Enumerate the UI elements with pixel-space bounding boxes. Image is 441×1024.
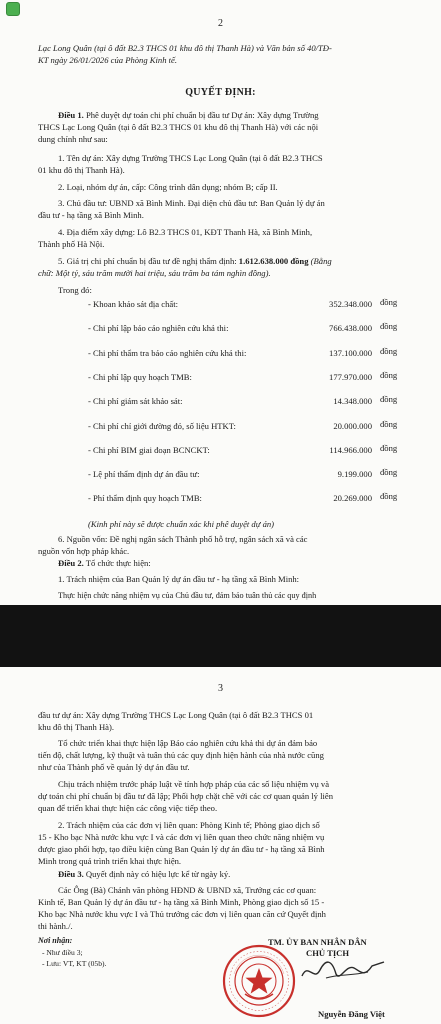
cost-item-value: 137.100.000	[329, 347, 372, 358]
breakdown-heading: Trong đó:	[58, 285, 92, 295]
para-line: Tổ chức triển khai thực hiện lập Báo cáo nghiên cứu khả thi dự án đảm bảo	[58, 738, 318, 748]
cost-item-unit: đồng	[380, 467, 398, 478]
cost-item-value: 177.970.000	[329, 371, 372, 382]
total-amount: 1.612.638.000 đồng	[238, 256, 309, 266]
para-line: 2. Trách nhiệm của các đơn vị liên quan: Phòng Kinh tế; Phòng giao dịch số	[58, 820, 320, 830]
cost-item-unit: đồng	[380, 297, 398, 307]
signer-organization: TM. ỦY BAN NHÂN DÂN	[268, 937, 367, 947]
para-line: Các Ông (Bà) Chánh văn phòng HĐND & UBND xã, Trưởng các cơ quan:	[58, 885, 317, 895]
cost-item-name: - Khoan khảo sát địa chất:	[88, 299, 178, 309]
article-1-text: Phê duyệt dự toán chi phí chuẩn bị đầu tư Dự án: Xây dựng Trường	[85, 110, 319, 120]
article-2-line	[58, 557, 151, 569]
item-1-line: 1. Tên dự án: Xây dựng Trường THCS Lạc Long Quân (tại ô đất B2.3 THCS	[58, 153, 323, 163]
item-3-line: đầu tư - hạ tầng xã Bình Minh.	[38, 210, 144, 220]
para-line: như của Thành phố về quản lý dự án đầu tư.	[38, 762, 190, 772]
para-line: 15 - Kho bạc Nhà nước khu vực I và các đơn vị liên quan theo chức năng nhiệm vụ	[38, 832, 325, 842]
article-3-text: Quyết định này có hiệu lực kể từ ngày ký.	[83, 869, 231, 879]
para-line: tiến độ, chất lượng, kỹ thuật và tuân thủ các quy định hiện hành của nhà nước cũng	[38, 750, 324, 760]
article-1-line	[58, 109, 319, 121]
continued-line: đầu tư dự án: Xây dựng Trường THCS Lạc Long Quân (tại ô đất B2.3 THCS 01	[38, 710, 314, 720]
cost-item-unit: đồng	[380, 345, 398, 356]
cost-item-value: 766.438.000	[329, 323, 372, 334]
article-1-label: Điều 1.	[58, 110, 84, 120]
cost-item-value: 20.269.000	[333, 493, 372, 504]
intro-line: Lạc Long Quân (tại ô đất B2.3 THCS 01 khu đô thị Thanh Hà) và Văn bản số 40/TĐ-	[38, 43, 332, 53]
article-1-line: THCS Lạc Long Quân (tại ô đất B2.3 THCS 01 khu đô thị Thanh Hà) với các nội	[38, 122, 319, 132]
article-1-line: dung chính như sau:	[38, 134, 108, 144]
item-2-line: 2. Loại, nhóm dự án, cấp: Công trình dân dụng; nhóm B; cấp II.	[58, 182, 278, 192]
page-divider	[0, 605, 441, 667]
cost-item-name: - Chi phí BIM giai đoạn BCNCKT:	[88, 444, 210, 455]
article-3-label: Điều 3.	[58, 869, 84, 879]
cost-item-unit: đồng	[380, 442, 398, 453]
item-1-line: 01 khu đô thị Thanh Hà).	[38, 165, 125, 175]
cost-item-unit: đồng	[380, 369, 398, 380]
item-6-line: 6. Nguồn vốn: Đề nghị ngân sách Thành phố hỗ trợ, ngân sách xã và các	[58, 534, 308, 544]
cost-item-unit: đồng	[380, 418, 398, 429]
cost-item-value: 9.199.000	[337, 469, 372, 480]
cost-item-value: 20.000.000	[333, 420, 372, 431]
cost-item-name: - Phí thẩm định quy hoạch TMB:	[88, 493, 202, 504]
article-2-para: Thực hiện chức năng nhiệm vụ của Chủ đầu tư, đảm bảo tuân thủ các quy định	[58, 591, 317, 600]
cost-item-unit: đồng	[380, 394, 398, 405]
page-number: 3	[218, 683, 223, 694]
recipient-item: - Như điều 3;	[42, 948, 83, 957]
cost-item-name: - Chi phí giám sát khảo sát:	[88, 396, 183, 407]
para-line: Kinh tế, Ban Quản lý dự án đầu tư - hạ tầng xã Bình Minh, Phòng giao dịch số 15 -	[38, 897, 325, 907]
cost-item-name: - Chi phí lập quy hoạch TMB:	[88, 371, 192, 382]
para-line: được giao phối hợp, tạo điều kiện cùng Ban Quản lý dự án đầu tư - hạ tầng xã Bình	[38, 844, 325, 854]
cost-item-name: - Lệ phí thẩm định dự án đầu tư:	[88, 469, 200, 480]
item-5-suffix: (Bằng	[308, 256, 332, 266]
article-3-line	[58, 868, 230, 880]
item-5-line: chữ: Một tỷ, sáu trăm mười hai triệu, sáu trăm ba tám nghìn đồng).	[38, 268, 271, 278]
handwritten-signature-icon	[298, 952, 388, 986]
cost-item-name: - Chi phí thẩm tra báo cáo nghiên cứu khả thi:	[88, 347, 247, 358]
para-line: Kho bạc Nhà nước khu vực I và Thủ trưởng các đơn vị liên quan căn cứ Quyết định	[38, 909, 326, 919]
cost-item-name: - Chi phí chỉ giới đường đỏ, số liệu HTKT:	[88, 420, 236, 431]
item-4-line: Thành phố Hà Nội.	[38, 239, 105, 249]
cost-item-value: 114.966.000	[329, 444, 372, 455]
para-line: dự toán chi phí chuẩn bị đầu tư đã lập; Phối hợp chặt chẽ với các cơ quan quản lý liên	[38, 791, 334, 801]
signer-name: Nguyễn Đăng Việt	[318, 1009, 385, 1019]
item-5-text: 5. Giá trị chi phí chuẩn bị đầu tư đề nghị thẩm định:	[58, 256, 239, 266]
app-icon[interactable]	[6, 2, 20, 16]
cost-note: (Kinh phí này sẽ được chuẩn xác khi phê duyệt dự án)	[88, 519, 275, 529]
continued-line: khu đô thị Thanh Hà).	[38, 722, 114, 732]
item-4-line: 4. Địa điểm xây dựng: Lô B2.3 THCS 01, KĐT Thanh Hà, xã Bình Minh,	[58, 227, 313, 237]
para-line: quan để triển khai thực hiện các công việc tiếp theo.	[38, 803, 218, 813]
para-line: Chịu trách nhiệm trước pháp luật về tính hợp pháp của các số liệu nhiệm vụ và	[58, 779, 330, 789]
cost-item-value: 352.348.000	[329, 299, 372, 309]
article-2-text: Tổ chức thực hiện:	[83, 558, 151, 568]
page-number: 2	[218, 18, 223, 29]
para-line: Minh trong quá trình triển khai thực hiện.	[38, 856, 182, 866]
item-6-line: nguồn vốn hợp pháp khác.	[38, 546, 130, 556]
signer-role: CHỦ TỊCH	[306, 948, 350, 958]
recipient-item: - Lưu: VT, KT (05b).	[42, 959, 107, 968]
cost-item-unit: đồng	[380, 491, 398, 502]
intro-line: KT ngày 26/01/2026 của Phòng Kinh tế.	[38, 55, 178, 65]
article-2-label: Điều 2.	[58, 558, 84, 568]
item-3-line: 3. Chủ đầu tư: UBND xã Bình Minh. Đại diện chủ đầu tư: Ban Quản lý dự án	[58, 198, 325, 208]
article-2-item-line: 1. Trách nhiệm của Ban Quản lý dự án đầu tư - hạ tầng xã Bình Minh:	[58, 574, 300, 584]
cost-item-name: - Chi phí lập báo cáo nghiên cứu khả thi:	[88, 323, 229, 334]
recipients-heading: Nơi nhận:	[38, 936, 73, 945]
decision-title: QUYẾT ĐỊNH:	[185, 87, 256, 98]
para-line: thi hành./.	[38, 921, 73, 931]
cost-item-value: 14.348.000	[333, 396, 372, 407]
item-5-line	[58, 255, 332, 267]
cost-item-unit: đồng	[380, 321, 398, 332]
official-seal-icon	[222, 944, 296, 1018]
